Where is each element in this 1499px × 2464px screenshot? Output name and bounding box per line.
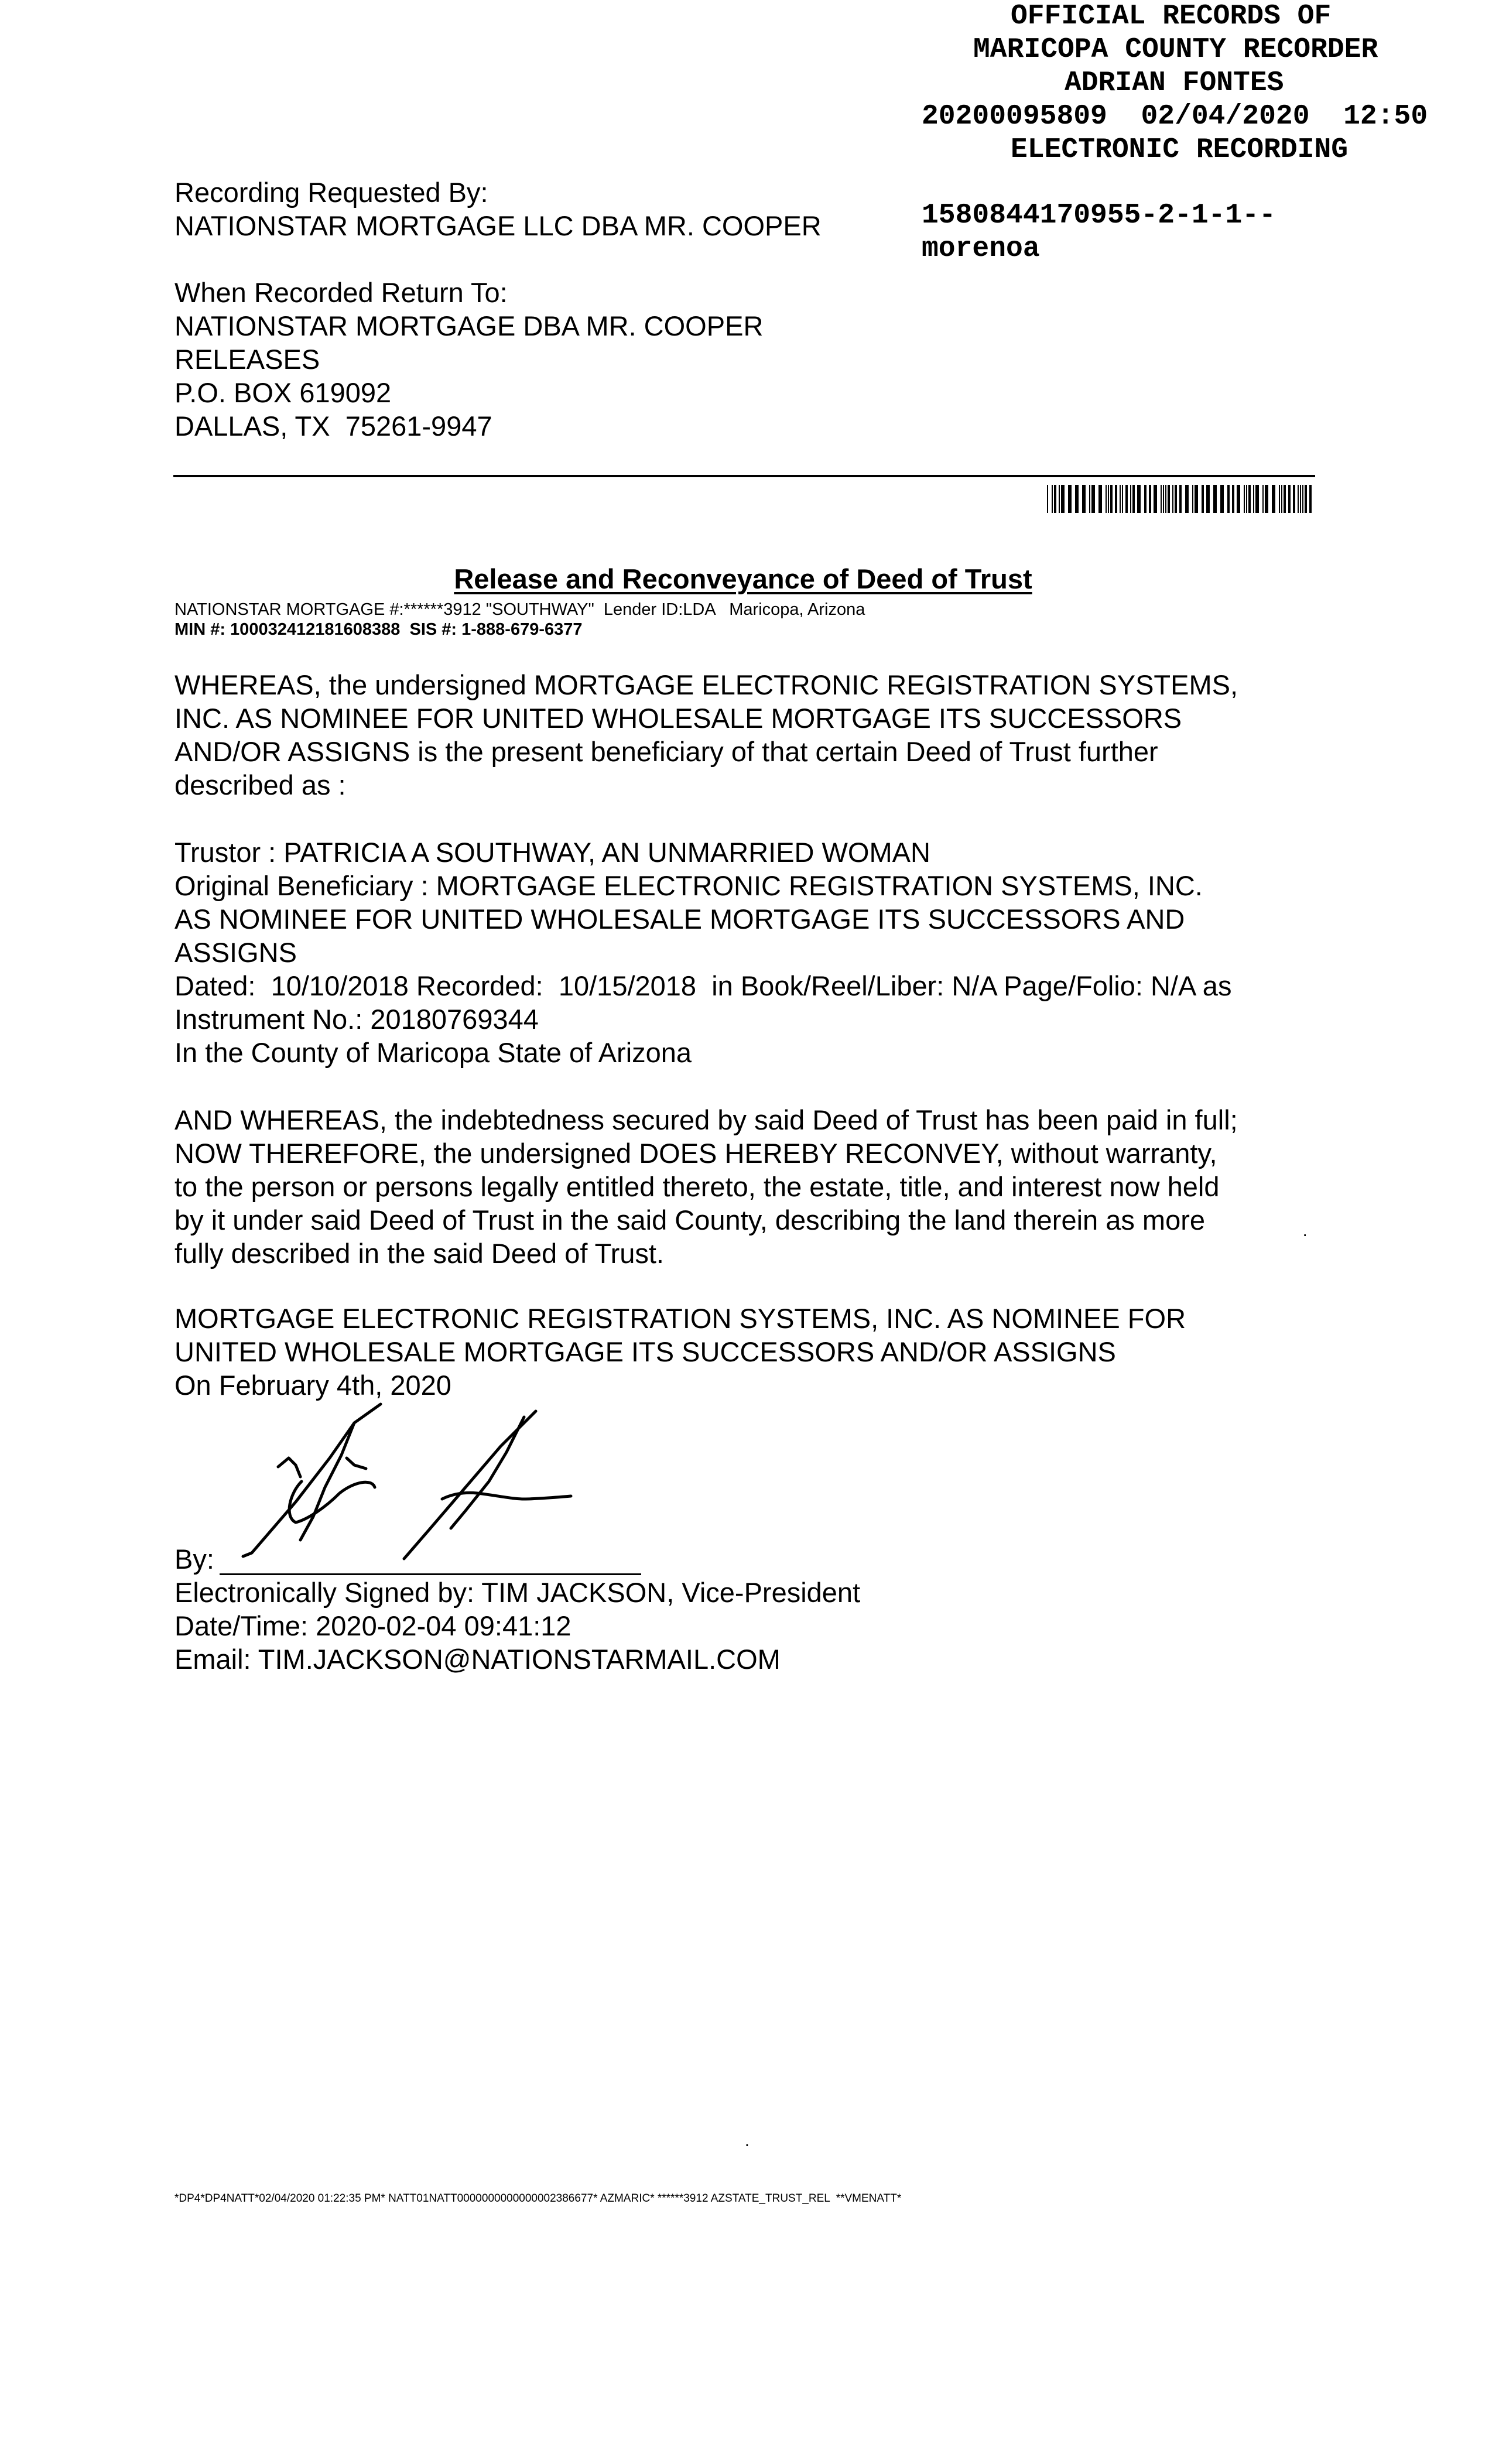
barcode-bar	[1265, 485, 1268, 513]
reconveyance-line: AND WHEREAS, the indebtedness secured by said Deed of Trust has been paid in full;	[174, 1104, 1238, 1135]
instrument-number-line: Instrument No.: 20180769344	[174, 1004, 539, 1035]
stamp-line-record-number: 20200095809 02/04/2020 12:50	[922, 101, 1428, 132]
barcode-bar	[1253, 485, 1254, 513]
barcode-bar	[1075, 485, 1079, 513]
barcode-bar	[1108, 485, 1109, 513]
whereas-line: described as :	[174, 769, 346, 800]
requested-by-label: Recording Requested By:	[174, 177, 488, 208]
barcode-bar	[1185, 485, 1189, 513]
trustor-line: Trustor : PATRICIA A SOUTHWAY, AN UNMARRIED WOMAN	[174, 837, 930, 868]
requested-by-name: NATIONSTAR MORTGAGE LLC DBA MR. COOPER	[174, 210, 822, 241]
signature-image	[220, 1399, 583, 1563]
deed-details	[174, 836, 1231, 1069]
barcode-bar	[1098, 485, 1102, 513]
reconveyance-line: NOW THEREFORE, the undersigned DOES HEREBY RECONVEY, without warranty,	[174, 1138, 1217, 1169]
loan-reference-line: NATIONSTAR MORTGAGE #:******3912 "SOUTHWAY" Lender ID:LDA Maricopa, Arizona	[174, 600, 865, 619]
barcode-bar	[1120, 485, 1121, 513]
signatory-block	[174, 1302, 1186, 1402]
barcode-bar	[1052, 485, 1053, 513]
footer-tracking-code: *DP4*DP4NATT*02/04/2020 01:22:35 PM* NATT01NATT0000000000000002386677* AZMARIC* ******3912 AZSTATE_TRUST_REL **VMENATT*	[174, 2192, 902, 2205]
barcode-bar	[1172, 485, 1173, 513]
barcode-bar	[1059, 485, 1060, 513]
whereas-line: INC. AS NOMINEE FOR UNITED WHOLESALE MORTGAGE ITS SUCCESSORS	[174, 703, 1182, 734]
barcode-bar	[1192, 485, 1193, 513]
barcode-bar	[1179, 485, 1182, 513]
return-to-line: P.O. BOX 619092	[174, 377, 392, 408]
barcode-bar	[1161, 485, 1162, 513]
reconveyance-line: by it under said Deed of Trust in the said County, describing the land therein as more	[174, 1204, 1205, 1236]
barcode-bar	[1248, 485, 1251, 513]
whereas-paragraph	[174, 668, 1238, 802]
stamp-line-electronic-recording: ELECTRONIC RECORDING	[1011, 134, 1349, 166]
barcode-bar	[1284, 485, 1286, 513]
return-to-line: DALLAS, TX 75261-9947	[174, 410, 492, 442]
reconveyance-line: fully described in the said Deed of Trust.	[174, 1238, 664, 1269]
barcode-bar	[1302, 485, 1303, 513]
signer-email-line: Email: TIM.JACKSON@NATIONSTARMAIL.COM	[174, 1644, 781, 1675]
barcode-bar	[1202, 485, 1204, 513]
barcode-bar	[1244, 485, 1245, 513]
beneficiary-line: AS NOMINEE FOR UNITED WHOLESALE MORTGAGE ITS SUCCESSORS AND	[174, 904, 1185, 935]
barcode-bar	[1220, 485, 1224, 513]
return-to-line: NATIONSTAR MORTGAGE DBA MR. COOPER	[174, 310, 764, 341]
barcode-bar	[1054, 485, 1056, 513]
barcode-bar	[1206, 485, 1210, 513]
county-state-line: In the County of Maricopa State of Arizona	[174, 1037, 692, 1068]
whereas-line: AND/OR ASSIGNS is the present beneficiary of that certain Deed of Trust further	[174, 736, 1158, 767]
barcode	[1047, 485, 1314, 513]
barcode-bar	[1175, 485, 1177, 513]
barcode-bar	[1168, 485, 1170, 513]
barcode-bar	[1165, 485, 1166, 513]
signer-name-line: Electronically Signed by: TIM JACKSON, Vice-President	[174, 1577, 861, 1608]
barcode-bar	[1106, 485, 1107, 513]
barcode-bar	[1255, 485, 1259, 513]
barcode-bar	[1213, 485, 1217, 513]
signing-datetime-line: Date/Time: 2020-02-04 09:41:12	[174, 1610, 571, 1641]
min-sis-line: MIN #: 100032412181608388 SIS #: 1-888-679-6377	[174, 620, 583, 639]
barcode-bar	[1195, 485, 1198, 513]
barcode-bar	[1130, 485, 1131, 513]
barcode-bar	[1125, 485, 1128, 513]
signing-date-line: On February 4th, 2020	[174, 1370, 451, 1401]
barcode-bar	[1227, 485, 1230, 513]
barcode-bar	[1091, 485, 1095, 513]
barcode-bar	[1047, 485, 1048, 513]
barcode-bar	[1300, 485, 1301, 513]
barcode-bar	[1281, 485, 1282, 513]
barcode-bar	[1288, 485, 1291, 513]
barcode-bar	[1309, 485, 1312, 513]
stamp-line-official-records: OFFICIAL RECORDS OF	[1011, 1, 1332, 32]
reconveyance-line: to the person or persons legally entitled thereto, the estate, title, and interest now held	[174, 1171, 1220, 1202]
header-divider	[173, 475, 1315, 477]
barcode-bar	[1154, 485, 1157, 513]
barcode-bar	[1272, 485, 1275, 513]
barcode-bar	[1122, 485, 1123, 513]
stray-mark: ·	[1302, 1225, 1308, 1243]
reconveyance-paragraph	[174, 1103, 1238, 1270]
barcode-bar	[1089, 485, 1090, 513]
stamp-operator: morenoa	[922, 233, 1040, 265]
barcode-bar	[1149, 485, 1151, 513]
whereas-line: WHEREAS, the undersigned MORTGAGE ELECTRONIC REGISTRATION SYSTEMS,	[174, 669, 1238, 700]
barcode-bar	[1232, 485, 1234, 513]
stamp-doc-id: 1580844170955-2-1-1--	[922, 200, 1276, 231]
barcode-bar	[1163, 485, 1164, 513]
stamp-line-county-recorder: MARICOPA COUNTY RECORDER	[973, 34, 1378, 66]
barcode-bar	[1279, 485, 1280, 513]
signature-line	[220, 1573, 641, 1575]
signatory-line: MORTGAGE ELECTRONIC REGISTRATION SYSTEMS, INC. AS NOMINEE FOR	[174, 1303, 1186, 1334]
barcode-bar	[1061, 485, 1065, 513]
barcode-bar	[1132, 485, 1135, 513]
barcode-bar	[1082, 485, 1086, 513]
barcode-bar	[1262, 485, 1264, 513]
return-to-label: When Recorded Return To:	[174, 277, 508, 308]
barcode-bar	[1068, 485, 1072, 513]
barcode-bar	[1144, 485, 1147, 513]
return-to-line: RELEASES	[174, 344, 320, 375]
barcode-bar	[1110, 485, 1113, 513]
barcode-bar	[1305, 485, 1307, 513]
barcode-bar	[1246, 485, 1247, 513]
barcode-bar	[1293, 485, 1295, 513]
dated-recorded-line: Dated: 10/10/2018 Recorded: 10/15/2018 in Book/Reel/Liber: N/A Page/Folio: N/A as	[174, 970, 1232, 1001]
barcode-bar	[1137, 485, 1141, 513]
barcode-bar	[1237, 485, 1240, 513]
stray-mark: .	[745, 2131, 750, 2150]
signatory-line: UNITED WHOLESALE MORTGAGE ITS SUCCESSORS AND/OR ASSIGNS	[174, 1336, 1116, 1367]
beneficiary-line: ASSIGNS	[174, 937, 297, 968]
document-title: Release and Reconveyance of Deed of Trust	[454, 563, 1032, 594]
barcode-bar	[1298, 485, 1299, 513]
barcode-bar	[1115, 485, 1117, 513]
stamp-line-recorder-name: ADRIAN FONTES	[1065, 67, 1284, 99]
beneficiary-line: Original Beneficiary : MORTGAGE ELECTRONIC REGISTRATION SYSTEMS, INC.	[174, 870, 1203, 901]
by-label: By:	[174, 1544, 214, 1575]
